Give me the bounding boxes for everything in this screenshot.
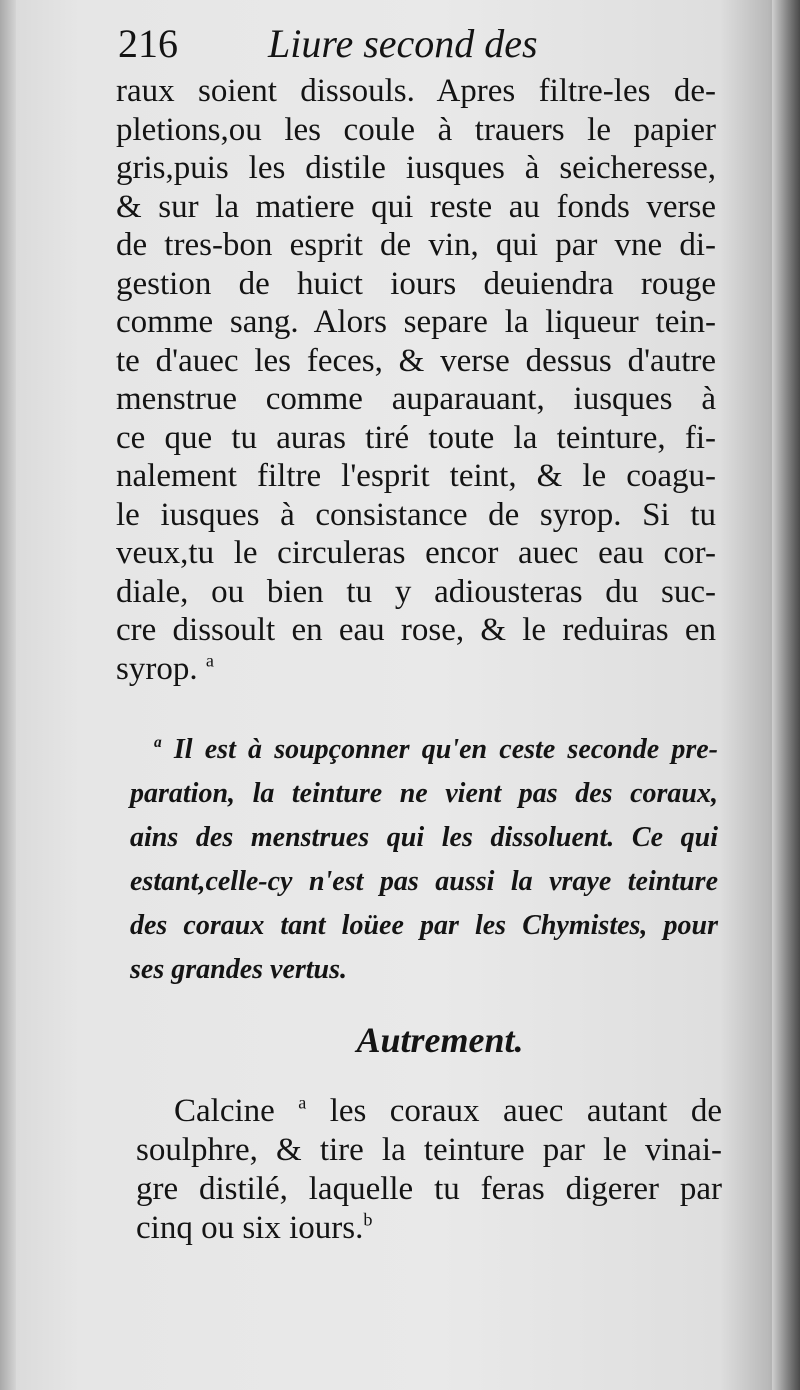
text-line: menstrue comme auparauant, iusques à: [116, 381, 716, 417]
text-line: nalement filtre l'esprit teint, & le coagu-: [116, 458, 716, 494]
annotation-note: [130, 728, 718, 992]
text-line-last: [136, 1209, 722, 1248]
text-line-rest: les coraux auec autant de: [329, 1093, 723, 1129]
text-line: gestion de huict iours deuiendra rouge: [116, 265, 716, 302]
text-line: gris,puis les distile iusques à seicheresse,: [116, 150, 716, 186]
note-line: des coraux tant loüee par les Chymistes, pour: [130, 910, 718, 941]
text-line: [136, 1092, 722, 1131]
footnote-marker: a: [298, 1092, 307, 1113]
text-line: cre dissoult en eau rose, & le reduiras en: [116, 612, 716, 648]
lead-word: Calcine: [174, 1093, 275, 1129]
running-head: [118, 16, 588, 72]
paragraph-main: [116, 72, 716, 688]
note-line: ains des menstrues qui les dissoluent. Ce qui: [130, 822, 718, 853]
text-line-last: [116, 650, 716, 689]
footnote-marker: b: [363, 1209, 373, 1230]
running-title: Liure second des: [268, 21, 538, 66]
note-line: [130, 728, 718, 772]
paragraph-second: [136, 1092, 722, 1248]
text-line: veux,tu le circuleras encor auec eau cor-: [116, 535, 716, 571]
section-heading: [0, 1016, 800, 1064]
page-gutter-shadow: [0, 0, 16, 1390]
note-marker: a: [154, 734, 162, 752]
text-line-final: syrop.: [116, 650, 198, 687]
note-line-text: Il est à soupçonner qu'en ceste seconde pre-: [173, 734, 719, 765]
page-number: 216: [118, 21, 178, 66]
note-line: ses grandes vertus.: [130, 954, 348, 985]
note-line: paration, la teinture ne vient pas des coraux,: [130, 778, 718, 809]
text-line: le iusques à consistance de syrop. Si tu: [116, 496, 716, 533]
text-line: gre distilé, laquelle tu feras digerer par: [136, 1171, 722, 1207]
text-line: pletions,ou les coule à trauers le papier: [116, 111, 716, 148]
text-line: raux soient dissouls. Apres filtre-les de-: [116, 73, 716, 109]
text-line: & sur la matiere qui reste au fonds verse: [116, 188, 716, 225]
page-edge-shadow: [772, 0, 800, 1390]
text-line-final: cinq ou six iours.: [136, 1210, 364, 1246]
section-heading-text: Autrement.: [356, 1020, 524, 1060]
text-line: comme sang. Alors separe la liqueur tein-: [116, 304, 716, 340]
text-line: ce que tu auras tiré toute la teinture, fi-: [116, 419, 716, 456]
text-line: te d'auec les feces, & verse dessus d'autre: [116, 342, 716, 379]
text-line: de tres-bon esprit de vin, qui par vne di-: [116, 227, 716, 263]
note-line: estant,celle-cy n'est pas aussi la vraye teinture: [130, 866, 718, 897]
text-line: soulphre, & tire la teinture par le vinai-: [136, 1132, 722, 1168]
footnote-marker: a: [205, 649, 214, 670]
text-line: diale, ou bien tu y adiousteras du suc-: [116, 573, 716, 610]
